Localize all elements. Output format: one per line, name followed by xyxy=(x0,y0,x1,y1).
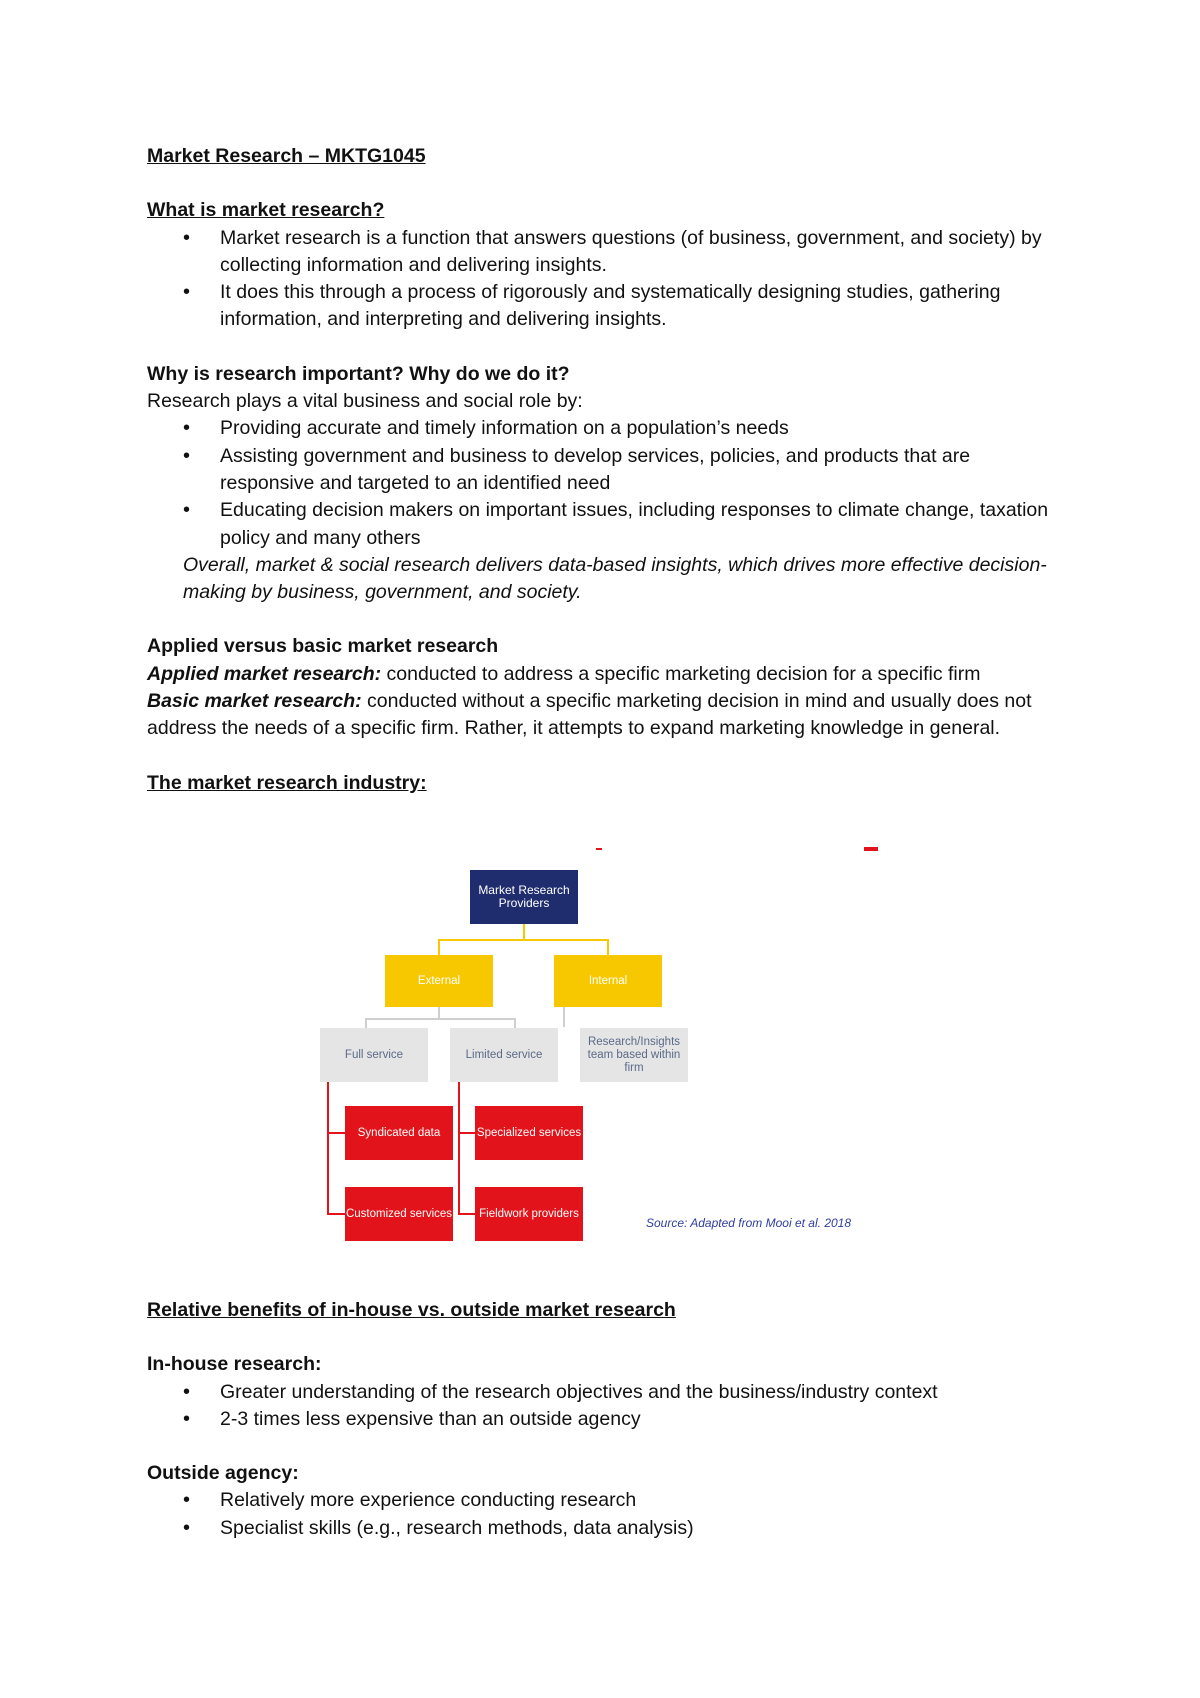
connector xyxy=(327,1082,329,1214)
outside-list xyxy=(147,1487,1067,1542)
list-item: • Relatively more experience conducting research xyxy=(147,1487,1067,1514)
connector xyxy=(607,939,609,955)
document-page xyxy=(147,143,1067,797)
basic-definition xyxy=(147,688,1067,743)
applied-term: Applied market research: xyxy=(147,662,382,685)
section-heading-why-important: Why is research important? Why do we do it? xyxy=(147,362,570,385)
section-heading-what-is: What is market research? xyxy=(147,199,385,222)
list-item: • Specialist skills (e.g., research methods, data analysis) xyxy=(147,1515,1067,1542)
node-customized-services: Customized services xyxy=(345,1187,453,1241)
red-mark xyxy=(864,847,878,851)
red-mark xyxy=(596,848,602,850)
node-syndicated-data: Syndicated data xyxy=(345,1106,453,1160)
connector xyxy=(365,1018,515,1020)
why-intro: Research plays a vital business and social role by: xyxy=(147,390,583,413)
node-root: Market Research Providers xyxy=(470,870,578,924)
connector xyxy=(458,1213,475,1215)
inhouse-list xyxy=(147,1379,1067,1434)
node-limited-service: Limited service xyxy=(450,1028,558,1082)
node-internal: Internal xyxy=(554,955,662,1007)
list-item: • Market research is a function that answers questions (of business, government, and society) by collecting information and delivering insights. xyxy=(147,225,1067,280)
outside-heading: Outside agency: xyxy=(147,1462,299,1485)
connector xyxy=(458,1132,475,1134)
connector xyxy=(458,1082,460,1214)
section-heading-benefits: Relative benefits of in-house vs. outside market research xyxy=(147,1299,676,1321)
connector xyxy=(327,1213,345,1215)
list-item: • Assisting government and business to develop services, policies, and products that are responsive and targeted to an identified need xyxy=(147,443,1067,498)
connector xyxy=(438,939,440,955)
list-item: • It does this through a process of rigorously and systematically designing studies, gathering information, and interpreting and delivering insights. xyxy=(147,279,1067,334)
list-item: • 2-3 times less expensive than an outside agency xyxy=(147,1406,1067,1433)
industry-diagram xyxy=(310,842,910,1242)
node-full-service: Full service xyxy=(320,1028,428,1082)
section-heading-applied-basic: Applied versus basic market research xyxy=(147,635,499,658)
diagram-source: Source: Adapted from Mooi et al. 2018 xyxy=(646,1216,852,1230)
inhouse-heading: In-house research: xyxy=(147,1353,322,1376)
node-external: External xyxy=(385,955,493,1007)
connector xyxy=(514,1018,516,1028)
document-page-lower xyxy=(147,1297,1067,1542)
why-list xyxy=(147,415,1067,551)
list-item: • Providing accurate and timely information on a population’s needs xyxy=(147,415,1067,442)
section-heading-industry: The market research industry: xyxy=(147,771,427,794)
applied-definition xyxy=(147,661,1067,688)
basic-text: conducted without a specific marketing decision in mind and usually does not address the needs of a specific firm. Rather, it attempts to expand marketing knowledge in general. xyxy=(147,690,1032,740)
list-item: • Greater understanding of the research objectives and the business/industry context xyxy=(147,1379,1067,1406)
node-research-team: Research/Insights team based within firm xyxy=(580,1028,688,1082)
why-summary: Overall, market & social research delivers data-based insights, which drives more effective decision-making by business, government, and society. xyxy=(183,553,1047,604)
connector xyxy=(563,1007,565,1027)
applied-text: conducted to address a specific marketing decision for a specific firm xyxy=(381,662,981,685)
connector xyxy=(327,1132,345,1134)
what-is-list xyxy=(147,225,1067,334)
connector xyxy=(365,1018,367,1028)
connector xyxy=(523,924,525,940)
document-title: Market Research – MKTG1045 xyxy=(147,145,426,167)
node-fieldwork-providers: Fieldwork providers xyxy=(475,1187,583,1241)
node-specialized-services: Specialized services xyxy=(475,1106,583,1160)
basic-term: Basic market research: xyxy=(147,690,362,713)
connector xyxy=(438,939,608,941)
list-item: • Educating decision makers on important issues, including responses to climate change, taxation policy and many others xyxy=(147,497,1067,552)
